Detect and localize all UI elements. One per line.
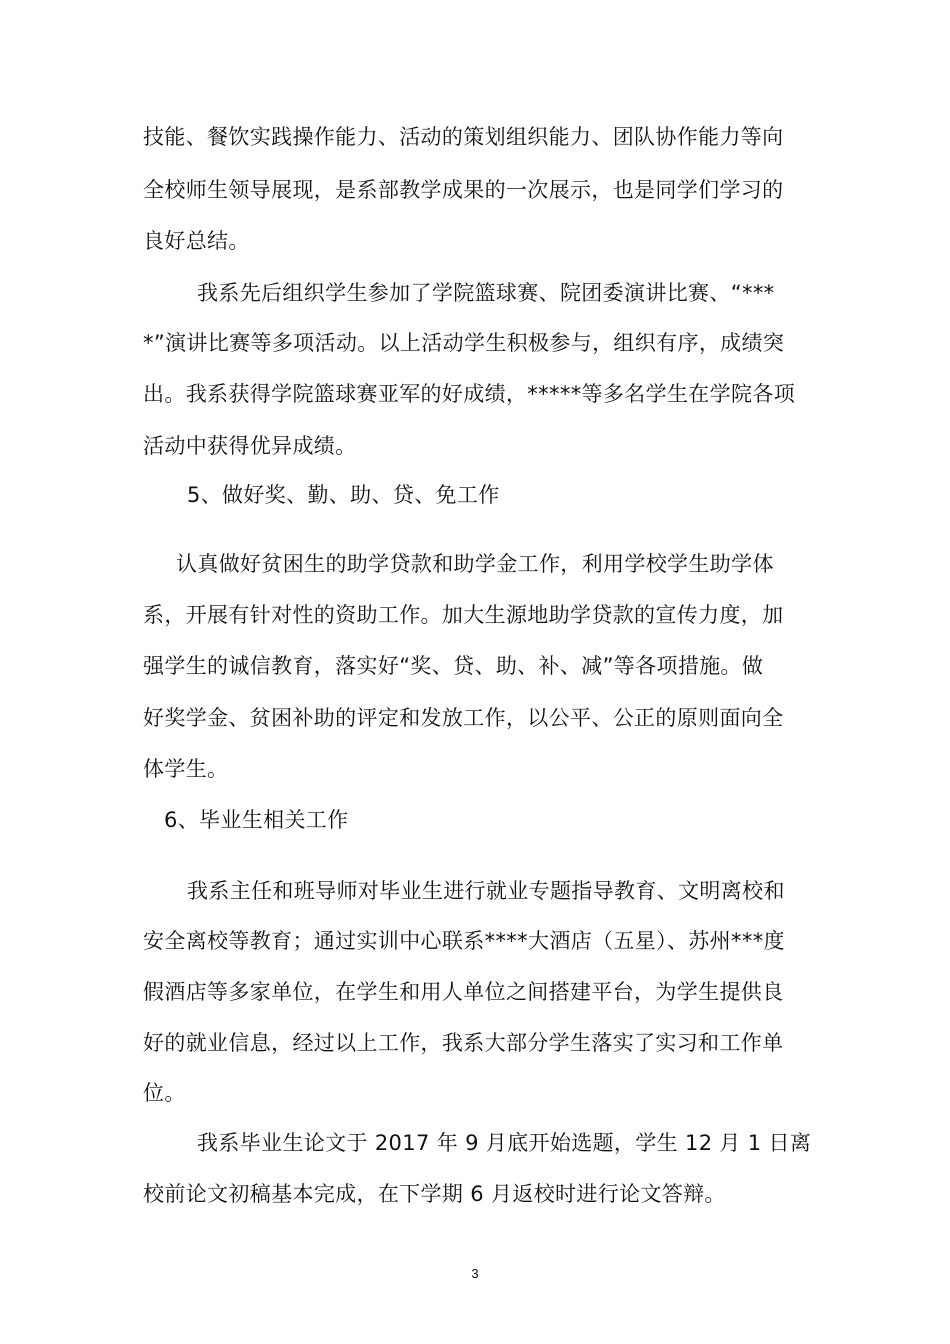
text-line: 强学生的诚信教育，落实好“奖、贷、助、补、减”等各项措施。做: [143, 654, 764, 678]
text-line: 体学生。: [143, 757, 229, 781]
text-line: 假酒店等多家单位，在学生和用人单位之间搭建平台，为学生提供良: [143, 980, 784, 1004]
text-line: 认真做好贫困生的助学贷款和助学金工作，利用学校学生助学体: [176, 552, 774, 576]
text-line: 好的就业信息，经过以上工作，我系大部分学生落实了实习和工作单: [143, 1031, 784, 1055]
text-line: 好奖学金、贫困补助的评定和发放工作，以公平、公正的原则面向全: [143, 706, 784, 730]
text-line: 我系毕业生论文于 2017 年 9 月底开始选题，学生 12 月 1 日离: [197, 1131, 812, 1155]
text-line: 系，开展有针对性的资助工作。加大生源地助学贷款的宣传力度，加: [143, 603, 784, 627]
text-line: 良好总结。: [143, 229, 250, 253]
section-heading: 6、毕业生相关工作: [164, 808, 349, 832]
text-line: 活动中获得优异成绩。: [143, 434, 357, 458]
text-line: 技能、餐饮实践操作能力、活动的策划组织能力、团队协作能力等向: [143, 125, 784, 149]
section-heading: 5、做好奖、勤、助、贷、免工作: [187, 483, 500, 507]
text-line: 安全离校等教育；通过实训中心联系****大酒店（五星）、苏州***度: [143, 929, 785, 953]
text-line: 我系先后组织学生参加了学院篮球赛、院团委演讲比赛、“***: [197, 281, 775, 305]
text-line: 校前论文初稿基本完成，在下学期 6 月返校时进行论文答辩。: [143, 1182, 726, 1206]
text-line: 出。我系获得学院篮球赛亚军的好成绩，*****等多名学生在学院各项: [143, 382, 796, 406]
text-line: 位。: [143, 1081, 186, 1105]
page-number: 3: [471, 1266, 479, 1281]
text-line: 全校师生领导展现，是系部教学成果的一次展示，也是同学们学习的: [143, 178, 784, 202]
text-line: 我系主任和班导师对毕业生进行就业专题指导教育、文明离校和: [187, 879, 785, 903]
text-line: *”演讲比赛等多项活动。以上活动学生积极参与，组织有序，成绩突: [143, 331, 785, 355]
